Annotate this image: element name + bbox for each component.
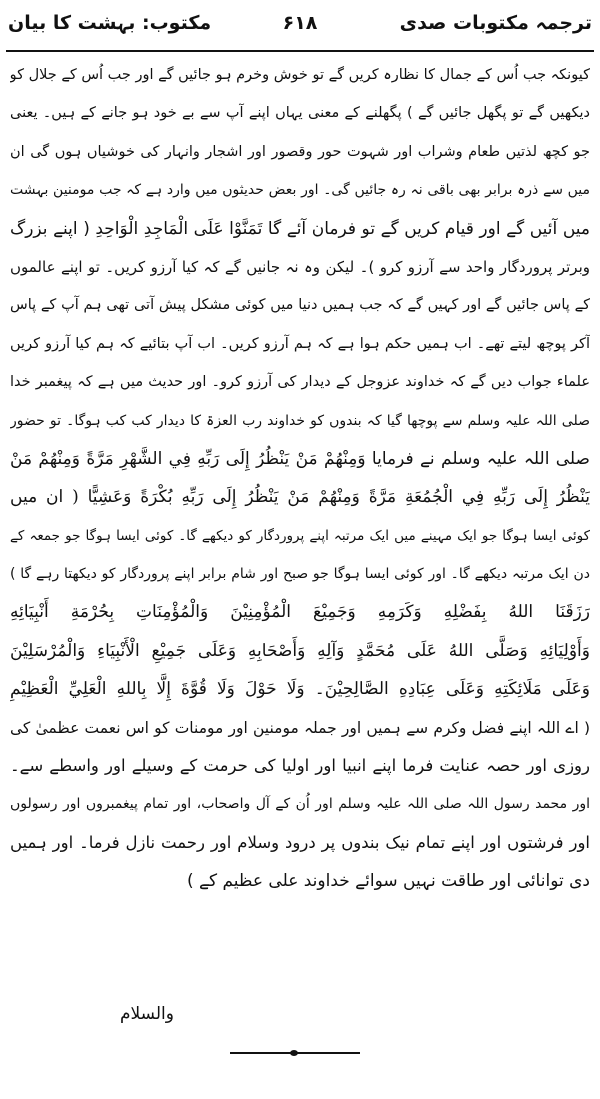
end-divider: [230, 1052, 360, 1054]
text-line: روزی اور حصہ عنایت فرما اپنے انبیا اور اولیا کی حرمت کے وسیلے اور واسطے سے۔: [10, 756, 590, 776]
arabic-text-line: وَعَلَى مَلَائِكَتِهِ وَعَلَى عِبَادِهِ الصَّالِحِيْنَ۔ وَلَا حَوْلَ وَلَا قُوَّةَ إِلَّا بِاللهِ الْعَلِيِّ الْعَظِيْمِ: [10, 679, 590, 700]
text-line: دن ایک مرتبہ دیکھے گا۔ اور کوئی ایسا ہوگا جو صبح اور شام برابر اپنے پروردگار کو دیکھتا رہے گا ): [10, 566, 590, 583]
page-number: ۶۱۸: [282, 12, 318, 34]
header-divider: [6, 50, 594, 52]
text-line: میں سے ذرہ برابر بھی باقی نہ رہ جائیں گی۔ اور بعض حدیثوں میں وارد ہے کہ جب مومنین بہشت: [10, 182, 590, 199]
text-line: ( اے اللہ اپنے فضل وکرم سے ہمیں اور جملہ مومنین اور مومنات کو اس نعمت عظمیٰ کی: [10, 718, 590, 737]
text-line: جو کچھ لذتیں طعام وشراب اور شہوت حور وقصور اور اشجار وانہار کی خوشیاں ہوں گی ان: [10, 143, 590, 160]
text-line: علماء جواب دیں گے کہ خداوند عزوجل کے دیدار کی آرزو کرو۔ اور حدیث میں ہے کہ پیغمبر خدا: [10, 374, 590, 391]
chapter-title: مکتوب: بہشت کا بیان: [8, 12, 212, 34]
text-line: صلی اللہ علیہ وسلم نے فرمایا وَمِنْهُمْ مَنْ يَنْظُرُ إِلَى رَبِّهِ فِي الشَّهْرِ مَرَّةً وَمِنْهُمْ مَنْ: [10, 448, 590, 469]
text-line: اور فرشتوں اور اپنے تمام نیک بندوں پر درود وسلام اور رحمت نازل فرما۔ اور ہمیں: [10, 832, 590, 852]
closing-salutation: والسلام: [120, 1004, 174, 1024]
text-line: میں آئیں گے اور قیام کریں گے تو فرمان آئے گا تَمَنَّوْا عَلَى الْمَاجِدِ الْوَاحِدِ ( اپنے بزرگ: [10, 218, 590, 239]
text-line: صلی اللہ علیہ وسلم سے پوچھا گیا کہ بندوں کو خداوند رب العزۃ کا دیدار کب کب ہوگا۔ تو حضور: [10, 412, 590, 429]
text-line: اور محمد رسول اللہ صلی اللہ علیہ وسلم اور اُن کے آل واصحاب، اور تمام پیغمبروں اور رسولوں: [10, 796, 590, 813]
text-line: دی توانائی اور طاقت نہیں سوائے خداوند علی عظیم کے ): [186, 871, 590, 892]
text-line: کوئی ایسا ہوگا جو ایک مہینے میں ایک مرتبہ اپنے پروردگار کو دیکھے گا۔ کوئی ایسا ہوگا جو جمعہ کے: [10, 527, 590, 544]
page-header: [8, 6, 592, 50]
arabic-text-line: يَنْظُرُ إِلَى رَبِّهِ فِي الْجُمُعَةِ مَرَّةً وَمِنْهُمْ مَنْ يَنْظُرُ إِلَى رَبِّهِ بُكْرَةً وَعَشِيًّا ( ان میں: [10, 487, 590, 508]
text-line: کیونکہ جب اُس کے جمال کا نظارہ کریں گے تو خوش وخرم ہو جائیں گے اور جب اُس کے جلال کو: [10, 67, 590, 83]
body-text: [10, 56, 590, 901]
arabic-text-line: رَزَقَنَا اللهُ بِفَضْلِهِ وَكَرَمِهِ وَجَمِيْعَ الْمُؤْمِنِيْنَ وَالْمُؤْمِنَاتِ بِحُرْمَةِ أَنْبِيَائِهِ: [10, 602, 590, 623]
text-line: آکر پوچھ لیتے تھے۔ اب ہمیں حکم ہوا ہے کہ ہم آرزو کریں۔ اب آپ بتائیے کہ ہم کیا آرزو کریں: [10, 335, 590, 352]
text-line: وبرتر پروردگار واحد سے آرزو کرو )۔ لیکن وہ نہ جانیں گے کہ کیا آرزو کریں۔ تو اپنے عالموں: [10, 257, 590, 276]
arabic-text-line: وَأَوْلِيَائِهِ وَصَلَّى اللهُ عَلَى مُحَمَّدٍ وَآلِهِ وَأَصْحَابِهِ وَعَلَى جَمِيْعِ الْأَنْبِيَاءِ وَالْمُرْسَلِيْنَ: [10, 640, 590, 661]
text-line: دیکھیں گے تو پگھل جائیں گے ) پگھلنے کے معنی یہاں اپنے آپ سے بے خود ہو جانے کے ہیں۔ یعنی: [10, 105, 590, 122]
book-title: ترجمہ مکتوبات صدی: [399, 12, 592, 34]
text-line: کے پاس جائیں گے اور کہیں گے کہ جب ہمیں دنیا میں کوئی مشکل پیش آتی تھی ہم آپ کے پاس: [10, 297, 590, 314]
